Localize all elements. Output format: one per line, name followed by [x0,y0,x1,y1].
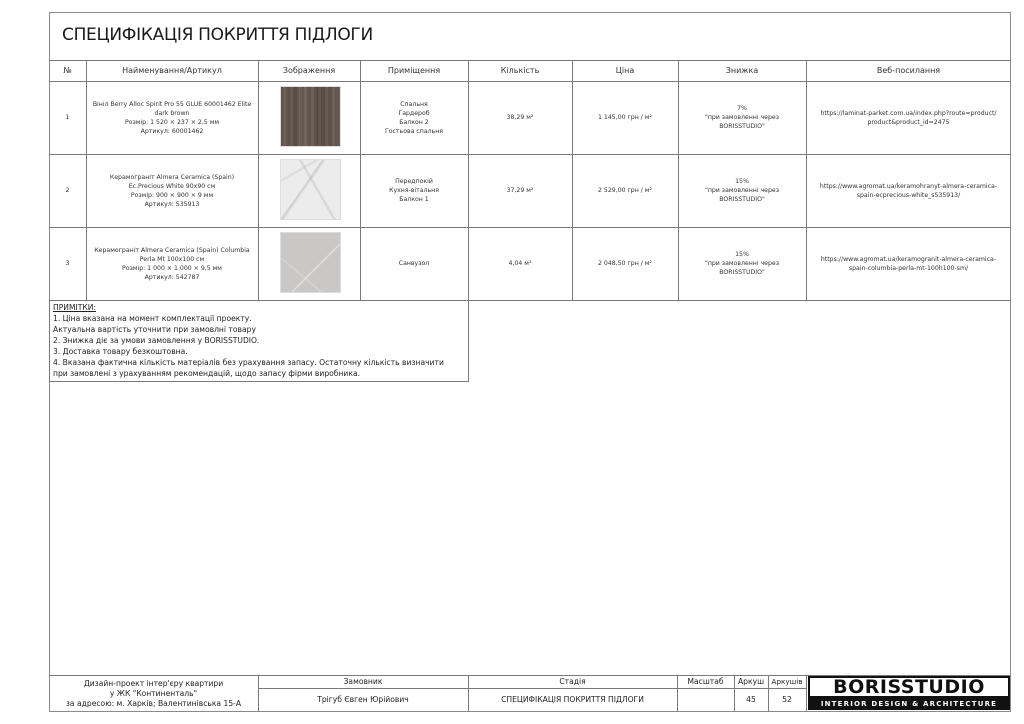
price-cell: 1 145,00 грн / м² [598,114,652,121]
product-size: Розмір: 1 520 × 237 × 2,5 мм [124,118,220,126]
discount-percent: 7% [737,105,747,112]
sheets-total-label: Аркушів [771,676,803,686]
discount-cell [678,81,806,154]
room-item: Гардероб [398,109,430,117]
note-line: 2. Знижка діє за умови замовлення у BORISSTUDIO. [53,336,260,345]
discount-note: "при замовленні через [704,260,779,267]
product-article: Артикул: 542787 [144,273,200,281]
quantity-cell: 38,29 м² [506,114,534,121]
column-header-quantity: Кількість [500,66,540,75]
product-name-line: Керамограніт Almera Ceramica (Spain) Columbia [94,246,250,254]
web-link[interactable]: spain-ecprecious-white_s535913/ [856,191,961,199]
discount-note: "при замовленні через [704,187,779,194]
quantity-cell: 37,29 м² [506,187,534,194]
customer-value: Трігуб Євген Юрійович [317,695,409,704]
column-header-image: Зображення [282,66,336,75]
web-link[interactable]: https://www.agromat.ua/keramogranit-almera-ceramica- [820,255,997,263]
discount-note: BORISSTUDIO" [719,269,765,276]
project-line: у ЖК "Континенталь" [109,688,198,698]
notes-heading: ПРИМІТКИ: [53,303,97,312]
web-link[interactable]: https://laminat-parket.com.ua/index.php?route=product/ [820,109,997,117]
page-title: СПЕЦИФІКАЦІЯ ПОКРИТТЯ ПІДЛОГИ [62,25,373,45]
discount-note: "при замовленні через [704,114,779,121]
room-item: Кухня-вітальня [389,187,439,194]
discount-note: BORISSTUDIO" [719,196,765,203]
product-size: Розмір: 900 × 900 × 9 мм [130,191,214,199]
borisstudio-logo [808,676,1010,711]
column-header-rooms: Приміщення [387,66,441,75]
product-name-cell [86,227,258,300]
discount-note: BORISSTUDIO" [719,123,765,130]
quantity-cell: 4,04 м² [508,260,532,267]
customer-label: Замовник [343,676,383,686]
rooms-cell [360,154,468,227]
room-item: Передпокій [395,178,433,185]
scale-label: Масштаб [687,676,724,686]
web-link-cell[interactable] [806,81,1011,154]
column-header-price: Ціна [615,66,635,75]
sheet-label: Аркуш [737,676,765,686]
product-article: Артикул: 60001462 [140,127,204,135]
room-item: Балкон 2 [399,118,429,126]
row-number: 3 [65,260,70,267]
note-line: 1. Ціна вказана на момент комплектації проекту. [53,314,252,323]
product-name-cell [86,154,258,227]
divider [258,60,259,300]
discount-percent: 15% [735,178,749,185]
logo-wordmark: BORISSTUDIO [808,676,1010,698]
product-name-line: Perla Mt 100x100 см [139,255,205,263]
rooms-cell [360,81,468,154]
room-item: Санвузол [398,260,430,267]
web-link[interactable]: https://www.agromat.ua/keramohranyt-almera-ceramica- [819,182,998,190]
project-line: Дизайн-проект інтер'єру квартири [83,678,224,688]
product-name-cell [86,81,258,154]
web-link-cell[interactable] [806,227,1011,300]
room-item: Спальня [400,100,428,108]
stage-label: Стадія [559,676,586,686]
room-item: Балкон 1 [399,196,429,203]
column-header-number: № [63,66,72,75]
sheet-value: 45 [746,695,756,704]
scale-value [677,688,734,712]
row-number: 2 [65,187,70,194]
row-number: 1 [65,114,70,121]
note-line: 3. Доставка товару безкоштовна. [53,347,188,356]
note-line: при замовлені з урахуванням рекомендацій, щодо запасу фірми виробника. [53,369,361,378]
note-line: Актуальна вартість уточнити при замовлні товару [53,325,256,334]
product-name-line: dark brown [154,109,190,117]
discount-cell [678,227,806,300]
column-header-web-link: Веб-посилання [876,66,941,75]
product-article: Артикул: 535913 [144,200,200,208]
product-name-line: Вініл Berry Alloc Spirit Pro 55 GLUE 60001462 Elite [92,100,252,108]
column-header-name: Найменування/Артикул [122,66,222,75]
price-cell: 2 529,00 грн / м² [598,187,652,194]
web-link[interactable]: product&product_id=2475 [867,118,950,126]
product-name-line: Керамограніт Almera Ceramica (Spain) [109,173,235,181]
project-description [49,675,258,712]
logo-tagline: INTERIOR DESIGN & ARCHITECTURE [808,698,1010,710]
dark-brown-wood-vinyl-swatch [280,86,341,147]
product-size: Розмір: 1 000 × 1 000 × 9,5 мм [122,264,222,272]
note-line: 4. Вказана фактична кількість матеріалів без урахування запасу. Остаточну кількість визначити [53,358,444,367]
project-address: за адресою: м. Харків; Валентинівська 15-А [65,698,242,708]
column-header-discount: Знижка [725,66,759,75]
stage-value: СПЕЦИФІКАЦІЯ ПОКРИТТЯ ПІДЛОГИ [501,695,644,704]
room-item: Гостьова спальня [384,127,443,135]
grey-stone-tile-swatch [280,232,341,293]
price-cell: 2 048,50 грн / м² [598,260,652,267]
notes-box [49,300,469,382]
web-link[interactable]: spain-columbia-perla-mt-100h100-sm/ [848,264,969,272]
white-marble-tile-swatch [280,159,341,220]
web-link-cell[interactable] [806,154,1011,227]
discount-percent: 15% [735,251,749,258]
rooms-cell [360,227,468,300]
divider [806,675,807,712]
sheets-total-value: 52 [782,695,792,704]
discount-cell [678,154,806,227]
product-name-line: Ec.Precious White 90x90 см [128,182,216,190]
